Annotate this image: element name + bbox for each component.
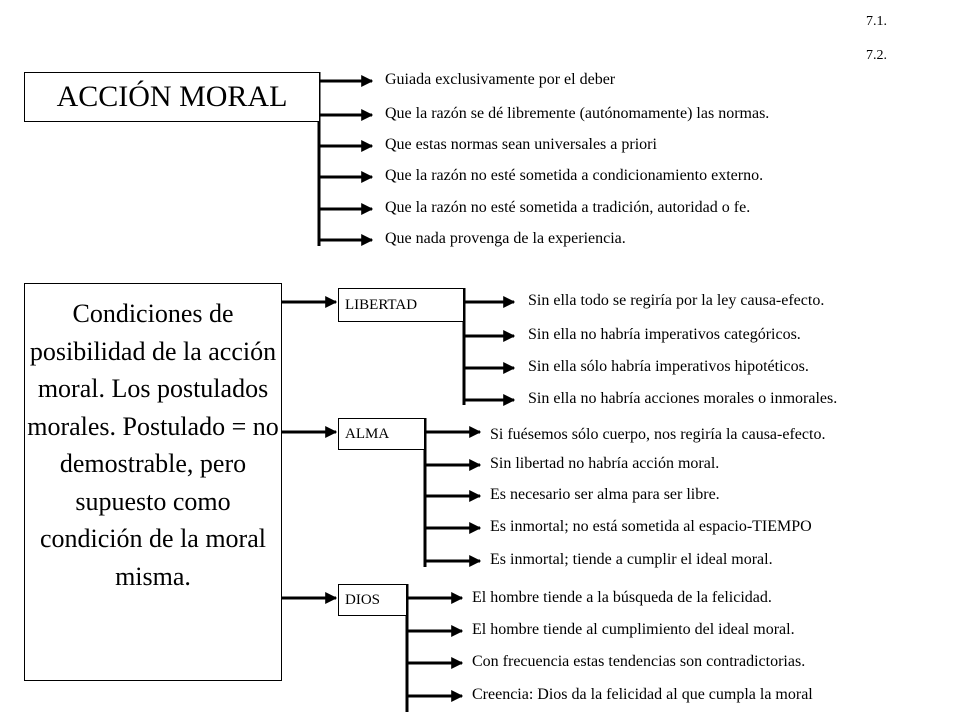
libertad-label: LIBERTAD — [345, 296, 418, 313]
condiciones-box — [24, 283, 282, 681]
condiciones-text: Condiciones de posibilidad de la acción moral. Los postulados morales. Postulado = no demostrable, pero supuesto como condición de la moral misma. — [27, 299, 279, 591]
dios-item-1: El hombre tiende a la búsqueda de la felicidad. — [472, 589, 772, 606]
accion-item-6: Que nada provenga de la experiencia. — [385, 230, 626, 247]
alma-item-5: Es inmortal; tiende a cumplir el ideal moral. — [490, 551, 773, 568]
accion-moral-title: ACCIÓN MORAL — [56, 80, 288, 113]
dios-item-2: El hombre tiende al cumplimiento del ideal moral. — [472, 621, 795, 638]
alma-box — [338, 418, 425, 450]
accion-moral-box — [24, 72, 320, 122]
libertad-item-1: Sin ella todo se regiría por la ley causa-efecto. — [528, 292, 825, 309]
dios-box — [338, 584, 407, 616]
dios-item-4: Creencia: Dios da la felicidad al que cumpla la moral — [472, 686, 813, 703]
alma-item-4: Es inmortal; no está sometida al espacio-TIEMPO — [490, 518, 812, 535]
accion-item-1: Guiada exclusivamente por el deber — [385, 71, 616, 88]
alma-item-3: Es necesario ser alma para ser libre. — [490, 486, 720, 503]
alma-item-1: Si fuésemos sólo cuerpo, nos regiría la causa-efecto. — [490, 426, 826, 443]
dios-item-3: Con frecuencia estas tendencias son contradictorias. — [472, 653, 806, 670]
accion-item-4: Que la razón no esté sometida a condicionamiento externo. — [385, 167, 764, 184]
alma-label: ALMA — [345, 425, 390, 442]
alma-item-2: Sin libertad no habría acción moral. — [490, 455, 720, 472]
libertad-item-4: Sin ella no habría acciones morales o inmorales. — [528, 390, 838, 407]
accion-item-3: Que estas normas sean universales a priori — [385, 136, 657, 153]
libertad-box — [338, 288, 464, 322]
dios-label: DIOS — [345, 591, 381, 608]
accion-item-5: Que la razón no esté sometida a tradición, autoridad o fe. — [385, 199, 751, 216]
numbering-7-1: 7.1. — [866, 14, 887, 29]
numbering-7-2: 7.2. — [866, 48, 887, 63]
libertad-item-2: Sin ella no habría imperativos categóricos. — [528, 326, 801, 343]
accion-item-2: Que la razón se dé libremente (autónomamente) las normas. — [385, 105, 770, 122]
libertad-item-3: Sin ella sólo habría imperativos hipotéticos. — [528, 358, 809, 375]
